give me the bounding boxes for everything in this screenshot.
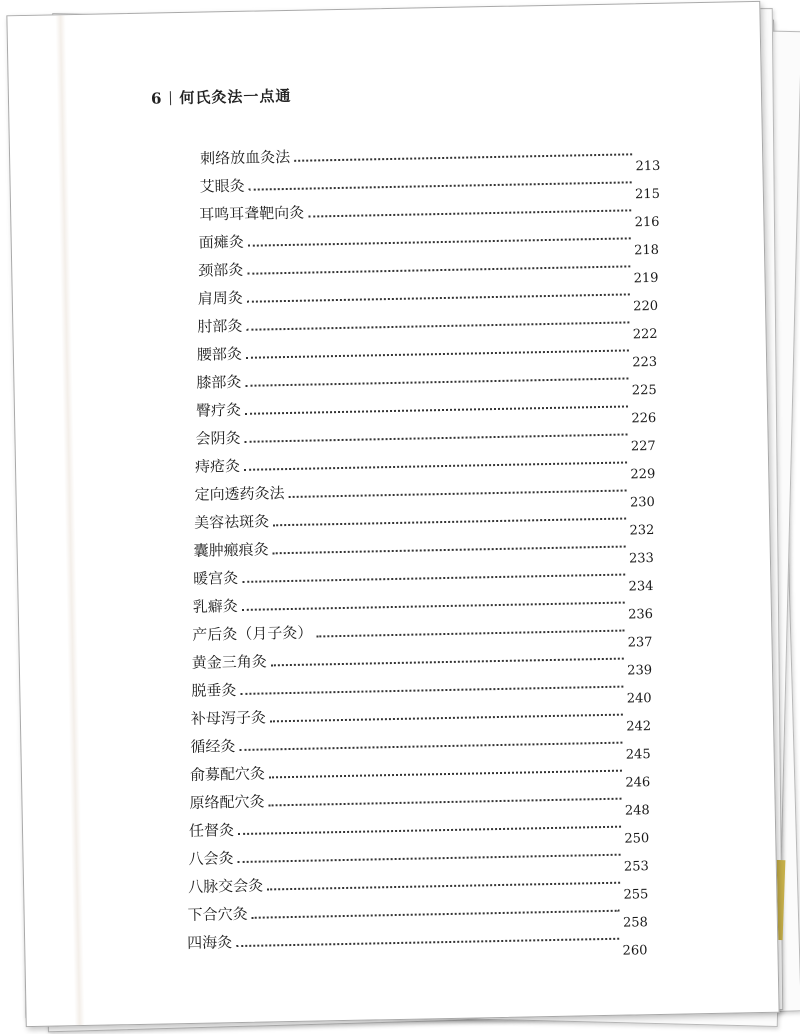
toc-entry-page: 234 [628, 579, 654, 595]
toc-entry-title: 循经灸 [190, 737, 236, 756]
toc-entry-page: 227 [630, 438, 656, 455]
toc-entry [193, 528, 655, 567]
dot-leader [248, 237, 631, 246]
toc-entry [198, 248, 659, 287]
toc-entry [190, 696, 652, 735]
toc-entry [188, 836, 649, 875]
toc-entry-title: 八脉交会灸 [187, 876, 264, 897]
toc-entry-page: 250 [624, 831, 650, 847]
toc-entry-page: 258 [622, 915, 649, 931]
header-divider [170, 91, 171, 105]
dot-leader [246, 349, 629, 358]
dot-leader [267, 882, 620, 891]
toc-entry-title: 美容祛斑灸 [193, 512, 270, 532]
dot-leader [273, 518, 626, 527]
toc-entry [187, 920, 648, 959]
toc-entry [199, 192, 660, 231]
toc-entry-title: 囊肿瘢痕灸 [193, 540, 269, 560]
toc-entry-title: 臀疗灸 [195, 400, 242, 420]
toc-entry-title: 下合穴灸 [187, 904, 248, 925]
toc-entry [197, 304, 658, 343]
toc-entry-page: 229 [630, 466, 656, 483]
toc-entry-page: 222 [632, 326, 658, 343]
dot-leader [247, 293, 630, 302]
dot-leader [246, 321, 629, 330]
toc-entry-title: 俞募配穴灸 [189, 764, 266, 784]
toc-entry-page: 220 [633, 298, 659, 315]
toc-entry-page: 216 [634, 214, 660, 231]
dot-leader [244, 461, 627, 470]
toc-entry-page: 218 [634, 242, 660, 259]
dot-leader [273, 546, 626, 555]
dot-leader [289, 490, 627, 498]
toc-entry-title: 黄金三角灸 [191, 652, 267, 672]
toc-entry [196, 360, 657, 399]
dot-leader [245, 405, 628, 414]
page-fold-shadow [55, 15, 84, 1025]
toc-entry [194, 472, 655, 511]
toc-entry-title: 腰部灸 [196, 344, 243, 364]
toc-entry-page: 225 [631, 382, 657, 399]
toc-entry-title: 产后灸（月子灸） [192, 623, 313, 644]
dot-leader [294, 153, 632, 161]
toc-entry-page: 233 [628, 551, 655, 567]
toc-entry-title: 膝部灸 [196, 372, 242, 392]
toc-entry-title: 肩周灸 [197, 288, 244, 308]
dot-leader [269, 798, 622, 807]
dot-leader [239, 742, 622, 751]
toc-entry [195, 388, 657, 427]
toc-entry-page: 236 [628, 607, 654, 623]
toc-entry-page: 237 [627, 635, 653, 651]
page-number: 6 [150, 88, 163, 108]
toc-entry [195, 416, 656, 455]
toc-entry-title: 刺络放血灸法 [199, 147, 291, 168]
toc-entry-title: 乳癖灸 [192, 596, 238, 616]
dot-leader [238, 854, 621, 863]
toc-entry-title: 耳鸣耳聋靶向灸 [199, 203, 305, 224]
dot-leader [242, 574, 625, 583]
toc-entry [189, 752, 651, 791]
toc-entry-page: 246 [625, 775, 651, 791]
toc-entry [187, 864, 649, 903]
toc-entry-page: 242 [626, 719, 652, 735]
dot-leader [252, 910, 620, 919]
toc-entry-page: 239 [627, 663, 653, 679]
toc-entry [193, 500, 655, 539]
toc-entry-title: 颈部灸 [198, 260, 244, 280]
dot-leader [245, 433, 628, 442]
toc-entry-page: 232 [629, 522, 655, 539]
toc-entry-title: 会阴灸 [195, 428, 241, 448]
running-header [151, 85, 292, 109]
toc-entry-page: 245 [625, 747, 651, 763]
dot-leader [238, 826, 621, 835]
toc-entry [196, 332, 658, 371]
toc-entry-title: 四海灸 [187, 933, 233, 953]
toc-entry [192, 584, 654, 623]
toc-entry-title: 面瘫灸 [198, 232, 244, 252]
toc-entry-page: 215 [634, 186, 661, 203]
toc-entry [194, 444, 656, 483]
toc-entry-title: 任督灸 [188, 821, 235, 840]
toc-entry-title: 八会灸 [188, 849, 234, 868]
book-page [6, 1, 779, 1027]
dot-leader [270, 714, 623, 723]
toc-entry [191, 668, 652, 707]
book-title: 何氏灸法一点通 [179, 86, 292, 108]
toc-entry-page: 260 [622, 943, 648, 959]
dot-leader [246, 377, 629, 386]
toc-entry [190, 724, 651, 763]
toc-entry-page: 240 [626, 691, 652, 707]
dot-leader [308, 209, 631, 217]
toc-entry-page: 226 [631, 410, 657, 427]
toc-entry [199, 136, 661, 175]
toc-entry-title: 补母泻子灸 [190, 708, 267, 728]
toc-entry-page: 248 [624, 803, 650, 819]
toc-entry [189, 780, 650, 819]
toc-entry [188, 808, 650, 847]
dot-leader [242, 602, 625, 611]
toc-entry-title: 暖宫灸 [193, 568, 239, 588]
toc-entry-title: 肘部灸 [197, 316, 243, 336]
dot-leader [316, 630, 624, 638]
dot-leader [269, 770, 622, 779]
toc-entry-page: 219 [633, 270, 659, 287]
toc-entry-page: 213 [635, 158, 661, 175]
toc-entry-page: 230 [629, 494, 655, 511]
toc-entry [192, 612, 653, 651]
dot-leader [271, 658, 624, 667]
toc-entry-title: 脱垂灸 [191, 681, 237, 700]
toc-entry-title: 痔疮灸 [194, 456, 241, 476]
toc-entry-page: 255 [623, 887, 649, 903]
dot-leader [240, 686, 623, 695]
toc-entry [198, 220, 660, 259]
toc-entry-title: 艾眼灸 [199, 176, 245, 196]
toc-entry-title: 原络配穴灸 [189, 792, 265, 812]
toc-entry [199, 164, 661, 203]
toc-entry [191, 640, 653, 679]
toc-entry [197, 276, 659, 315]
toc-entry-page: 253 [623, 859, 649, 875]
dot-leader [247, 265, 630, 274]
dot-leader [236, 938, 619, 947]
toc-entry-page: 223 [632, 354, 658, 371]
toc-entry [193, 556, 654, 595]
toc-entry-title: 定向透药灸法 [194, 484, 285, 504]
toc-entry [187, 892, 649, 931]
dot-leader [249, 181, 632, 190]
